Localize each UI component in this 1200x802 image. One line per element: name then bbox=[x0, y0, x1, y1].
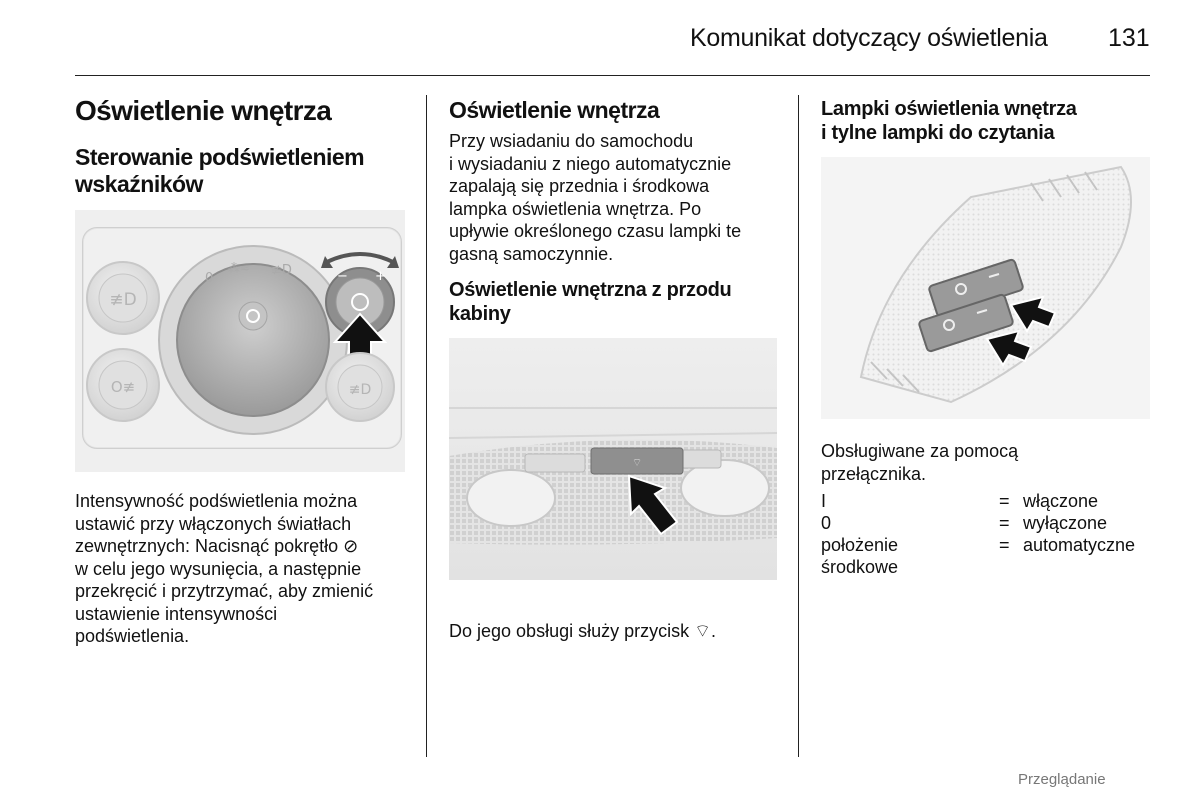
legend-equals: = bbox=[999, 513, 1010, 533]
legend-value: włączone bbox=[1023, 491, 1099, 511]
intro-text-col2 bbox=[449, 130, 741, 265]
svg-text:0: 0 bbox=[205, 271, 214, 286]
running-header-title: Komunikat dotyczący oświetlenia bbox=[690, 24, 1048, 52]
subheading-line-1: Sterowanie podświetleniem bbox=[75, 144, 365, 170]
svg-text:⁂≈: ⁂≈ bbox=[228, 261, 251, 275]
svg-text:−: − bbox=[337, 269, 348, 284]
text-line: ustawienie intensywności bbox=[75, 603, 278, 624]
text-line: w celu jego wysunięcia, a następnie bbox=[75, 558, 362, 579]
text-line: gasną samoczynnie. bbox=[449, 243, 614, 264]
svg-text:O≢: O≢ bbox=[110, 378, 136, 396]
svg-text:+: + bbox=[375, 269, 386, 284]
column-divider-2 bbox=[798, 95, 799, 757]
legend-value: wyłączone bbox=[1023, 513, 1108, 533]
text-line: upływie określonego czasu lampki te bbox=[449, 221, 742, 241]
text-line: Przy wsiadaniu do samochodu bbox=[449, 131, 694, 151]
subheading-line-1: Lampki oświetlenia wnętrza bbox=[821, 98, 1077, 120]
light-switch-illustration bbox=[75, 210, 405, 472]
legend-equals: = bbox=[999, 491, 1010, 511]
svg-text:≢D: ≢D bbox=[348, 382, 372, 398]
column-divider-1 bbox=[426, 95, 427, 757]
legend-key: 0 bbox=[821, 513, 832, 533]
legend-value: automatyczne bbox=[1023, 535, 1136, 555]
svg-text:≢D: ≢D bbox=[109, 290, 137, 310]
section-heading: Oświetlenie wnętrza bbox=[75, 95, 332, 126]
subheading-line-2: wskaźników bbox=[75, 171, 203, 197]
reading-lamp-illustration bbox=[821, 157, 1150, 419]
text-line: lampka oświetlenia wnętrza. Po bbox=[449, 198, 702, 219]
legend-key: położenie bbox=[821, 535, 899, 555]
subheading-line-1: Oświetlenie wnętrzna z przodu bbox=[449, 279, 732, 301]
text-line: ustawić przy włączonych światłach bbox=[75, 513, 352, 534]
front-interior-light-illustration bbox=[449, 338, 777, 580]
section-heading-col2: Oświetlenie wnętrza bbox=[449, 97, 660, 123]
footer-label: Przeglądanie bbox=[1018, 771, 1106, 788]
text-line: podświetlenia. bbox=[75, 626, 190, 646]
svg-text:≢D: ≢D bbox=[271, 263, 292, 278]
page-number: 131 bbox=[1108, 24, 1150, 52]
body-text-col1 bbox=[75, 490, 373, 648]
text-line: przekręcić i przytrzymać, aby zmienić bbox=[75, 581, 374, 601]
text-line: i wysiadaniu z niego automatycznie bbox=[449, 153, 732, 174]
intro-text-col3 bbox=[821, 440, 1018, 485]
subheading-line-2: i tylne lampki do czytania bbox=[821, 122, 1055, 144]
subheading-line-2: kabiny bbox=[449, 303, 511, 325]
caption-col2: Do jego obsługi służy przycisk ⌔. bbox=[449, 621, 717, 641]
text-line: zapalają się przednia i środkowa bbox=[449, 176, 710, 196]
legend-key: środkowe bbox=[821, 557, 899, 577]
text-line: Obsługiwane za pomocą bbox=[821, 441, 1019, 461]
svg-text:⌔: ⌔ bbox=[631, 456, 643, 469]
legend-equals: = bbox=[999, 535, 1010, 555]
text-line: Intensywność podświetlenia można bbox=[75, 491, 358, 511]
text-line: przełącznika. bbox=[821, 463, 927, 484]
legend-key: I bbox=[821, 491, 827, 511]
text-line: zewnętrznych: Nacisnąć pokrętło ⊘ bbox=[75, 536, 359, 556]
switch-position-legend bbox=[821, 490, 1151, 580]
header-rule bbox=[75, 75, 1150, 76]
